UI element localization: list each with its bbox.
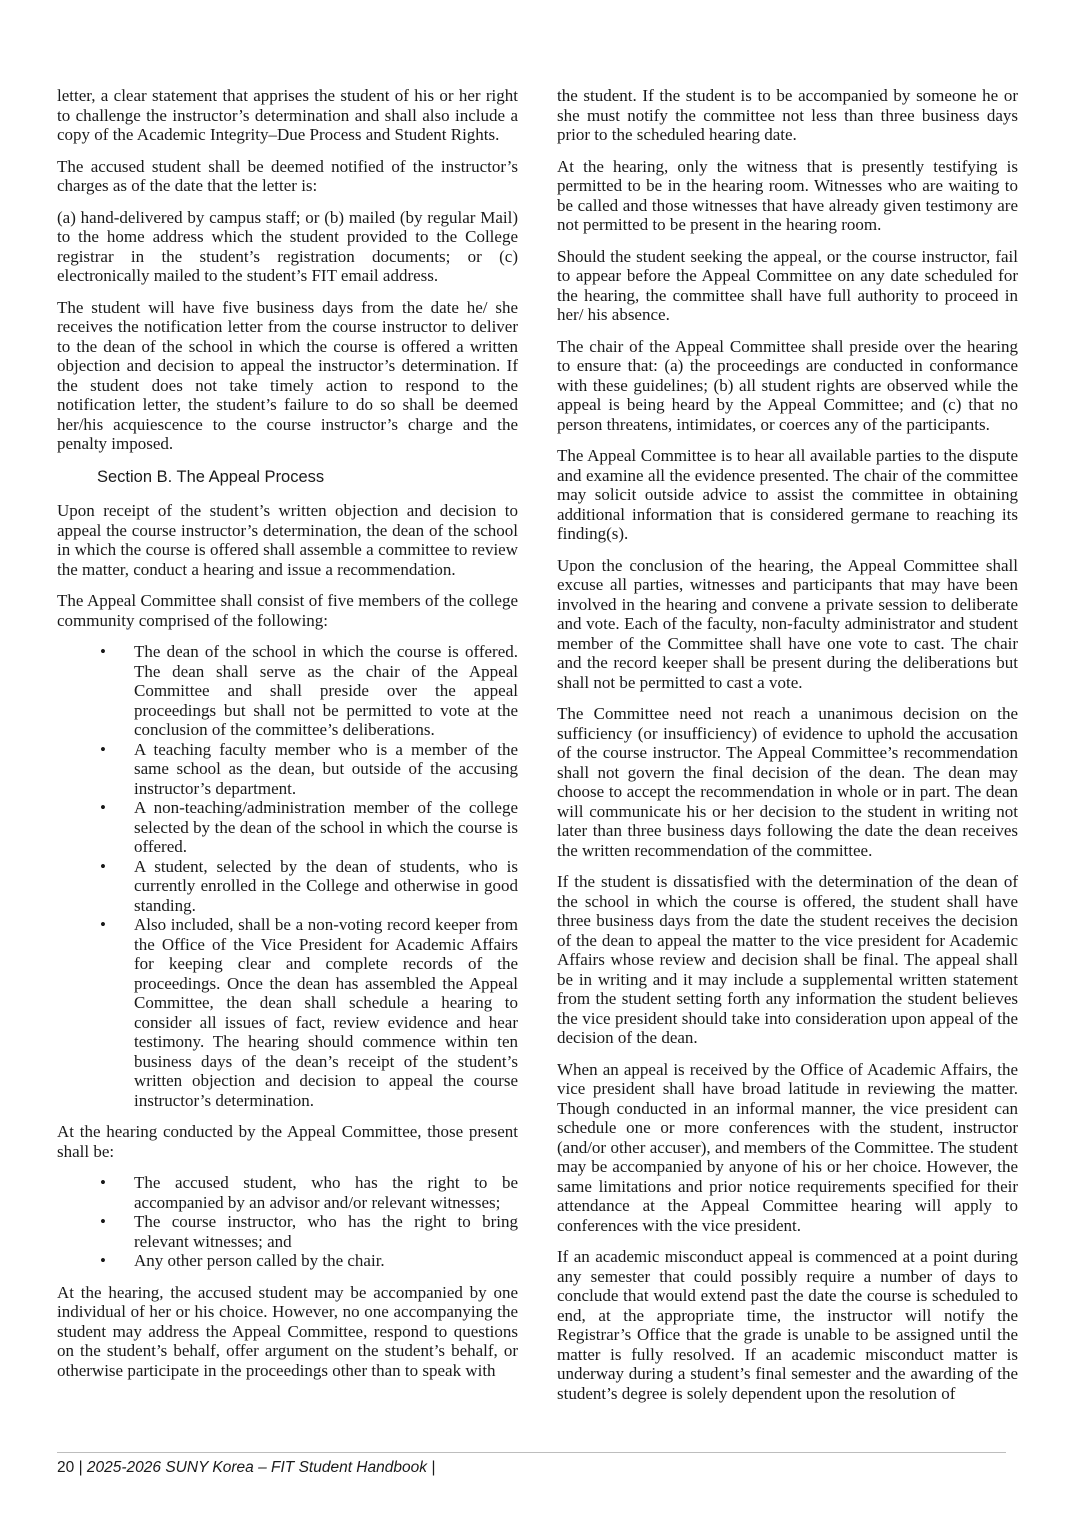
paragraph-accompanied-by-one: At the hearing, the accused student may be accompanied by one individual of her or his choice. However, no one accompanying the student may address the Appeal Committee, respond to questions on the student’s behalf, offer argument on the student’s behalf, or otherwise participate in the proceedings other than to speak with xyxy=(57,1282,518,1380)
paragraph-grade-hold: If an academic misconduct appeal is commenced at a point during any semester that could possibly require a number of days to conclude that would extend past the date the course is scheduled to end, at the appropriate time, the instructor will notify the Registrar’s Office that the grade is unable to be assigned until the matter is fully resolved. If an academic misconduct matter is underway during a student’s final semester and the awarding of the student’s degree is solely dependent upon the resolution of xyxy=(557,1247,1018,1403)
paragraph-deemed-notified: The accused student shall be deemed notified of the instructor’s charges as of the date that the letter is: xyxy=(57,156,518,195)
paragraph-five-business-days: The student will have five business days from the date he/ she receives the notification letter from the course instructor to deliver to the dean of the school in which the course is offered a written objection and decision to appeal the instructor’s determination. If the student does not take timely action to respond to the notification letter, the student’s failure to do so shall be deemed her/his acquiescence to the course instructor’s charge and the penalty imposed. xyxy=(57,297,518,453)
list-item: • The dean of the school in which the course is offered. The dean shall serve as the chair of the Appeal Committee and shall preside over the appeal proceedings but shall not be permitted to vote at the conclusion of the committee’s deliberations. xyxy=(57,642,518,740)
footer-text xyxy=(57,1453,1006,1478)
paragraph-notify-committee: the student. If the student is to be accompanied by someone he or she must notify the committee not less than three business days prior to the scheduled hearing date. xyxy=(557,86,1018,144)
list-item: • The course instructor, who has the right to bring relevant witnesses; and xyxy=(57,1212,518,1251)
paragraph-notification-letter: letter, a clear statement that apprises the student of his or her right to challenge the instructor’s determination and shall also include a copy of the Academic Integrity–Due Process and Student Rights. xyxy=(57,86,518,144)
paragraph-deliberate-and-vote: Upon the conclusion of the hearing, the Appeal Committee shall excuse all parties, witnesses and participants that may have been involved in the hearing and convene a private session to deliberate and vote. Each of the faculty, non-faculty administrator and student member of the Committee shall have one vote to cast. The chair and the record keeper shall be present during the deliberations but shall not be permitted to cast a vote. xyxy=(557,555,1018,692)
handbook-title: 2025-2026 SUNY Korea – FIT Student Handbook xyxy=(86,1459,427,1476)
paragraph-committee-composition: The Appeal Committee shall consist of five members of the college community comprised of the following: xyxy=(57,591,518,630)
page-footer xyxy=(57,1452,1006,1478)
right-column xyxy=(557,86,1018,1415)
section-b-heading: Section B. The Appeal Process xyxy=(97,467,325,486)
committee-members-list xyxy=(57,642,518,1110)
page-number: 20 xyxy=(57,1459,75,1476)
paragraph-hearing-present: At the hearing conducted by the Appeal Committee, those present shall be: xyxy=(57,1122,518,1161)
list-item: • Any other person called by the chair. xyxy=(57,1251,518,1271)
list-item: • A non-teaching/administration member of the college selected by the dean of the school in which the course is offered. xyxy=(57,798,518,857)
left-column xyxy=(57,86,518,1415)
list-item: • Also included, shall be a non-voting record keeper from the Office of the Vice President for Academic Affairs for keeping clear and complete records of the proceedings. Once the dean has assembled the Appeal Committee, the dean shall schedule a hearing to consider all issues of fact, review evidence and hear testimony. The hearing should commence within ten business days of the dean’s receipt of the student’s written objection and decision to appeal the course instructor’s determination. xyxy=(57,915,518,1110)
footer-trailing-separator: | xyxy=(431,1459,436,1476)
paragraph-appeal-to-vice-president: If the student is dissatisfied with the determination of the dean of the school in which the course is offered, the student shall have three business days from the date the student receives the decision of the dean to appeal the matter to the vice president for Academic Affairs whose review and decision shall be final. The appeal shall be in writing and it may include a supplemental written statement from the student setting forth any information the student believes the vice president should take into consideration upon appeal of the decision of the dean. xyxy=(557,872,1018,1047)
list-item: • A student, selected by the dean of students, who is currently enrolled in the College and otherwise in good standing. xyxy=(57,857,518,916)
paragraph-vice-president-review: When an appeal is received by the Office of Academic Affairs, the vice president shall have broad latitude in reviewing the matter. Though conducted in an informal manner, the vice president can schedule one or more conferences with the student, instructor (and/or other accuser), and members of the Committee. The student may be accompanied by anyone of his or her choice. However, the same limitations and prior notice requirements specified for their attendance at the Appeal Committee hearing will apply to conferences with the vice president. xyxy=(557,1059,1018,1235)
paragraph-committee-decision: The Committee need not reach a unanimous decision on the sufficiency (or insufficiency) of evidence to uphold the accusation of the course instructor. The Appeal Committee’s recommendation shall not govern the final decision of the dean. The dean may choose to accept the recommendation in whole or in part. The dean will communicate his or her decision to the student in writing not later than three business days following the date the dean receives the written recommendation of the committee. xyxy=(557,704,1018,860)
hearing-attendees-list xyxy=(57,1173,518,1271)
paragraph-failure-to-appear: Should the student seeking the appeal, or the course instructor, fail to appear before the Appeal Committee on any date scheduled for the hearing, the committee shall have full authority to proceed in her/ his absence. xyxy=(557,246,1018,324)
paragraph-delivery-methods: (a) hand-delivered by campus staff; or (b) mailed (by regular Mail) to the home address which the student provided to the College registrar in the student’s registration documents; or (c) electronically mailed to the student’s FIT email address. xyxy=(57,207,518,285)
paragraph-witness-rules: At the hearing, only the witness that is presently testifying is permitted to be in the hearing room. Witnesses who are waiting to be called and those witnesses that have already given testimony are not permitted to be present in the hearing room. xyxy=(557,156,1018,234)
list-item: • The accused student, who has the right to be accompanied by an advisor and/or relevant witnesses; xyxy=(57,1173,518,1212)
paragraph-chair-presides: The chair of the Appeal Committee shall preside over the hearing to ensure that: (a) the proceedings are conducted in conformance with these guidelines; (b) all student rights are observed while the appeal is being heard by the Appeal Committee; and (c) that no person threatens, intimidates, or coerces any of the participants. xyxy=(557,336,1018,434)
paragraph-upon-receipt: Upon receipt of the student’s written objection and decision to appeal the course instructor’s determination, the dean of the school in which the course is offered shall assemble a committee to review the matter, conduct a hearing and issue a recommendation. xyxy=(57,501,518,579)
list-item: • A teaching faculty member who is a member of the same school as the dean, but outside of the accusing instructor’s department. xyxy=(57,740,518,799)
paragraph-hear-all-parties: The Appeal Committee is to hear all available parties to the dispute and examine all the evidence presented. The chair of the committee may solicit outside advice to assist the committee in obtaining additional information that is considered germane to reaching its finding(s). xyxy=(557,446,1018,543)
footer-separator: | xyxy=(78,1459,83,1476)
